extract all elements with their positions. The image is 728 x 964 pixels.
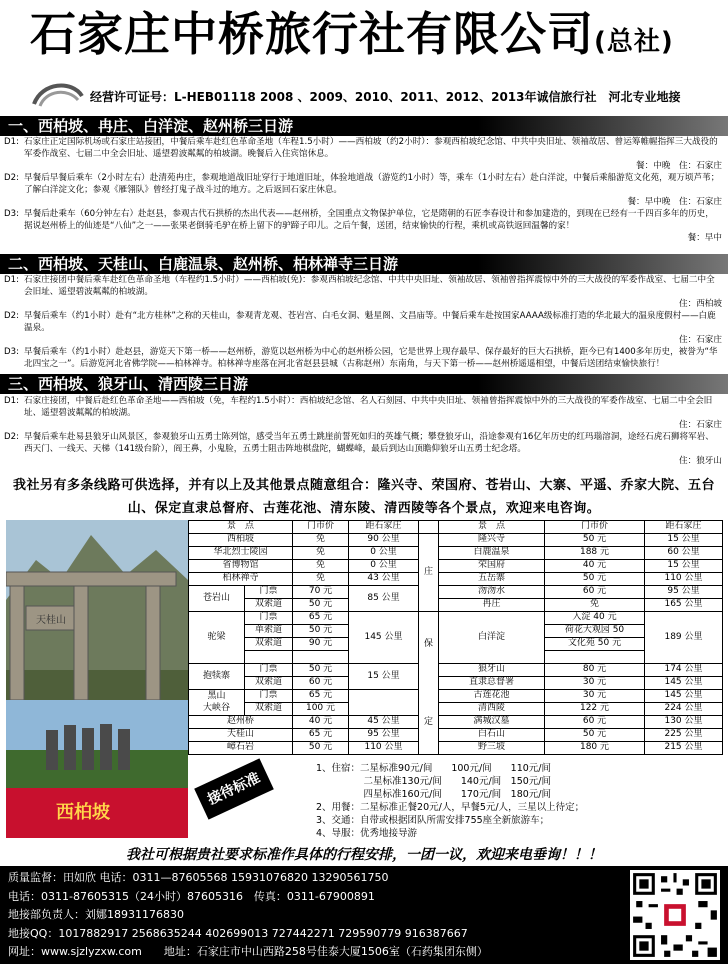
table-row: 双索道 100 元 清西陵 122 元 224 公里	[189, 703, 723, 716]
table-row: 驼梁 门票 65 元 145 公里 保 定 白洋淀 入淀 40 元 189 公里	[189, 612, 723, 625]
table-row: 省博物馆 免 0 公里 荣国府 40 元 15 公里	[189, 560, 723, 573]
scenic-photos	[6, 520, 188, 838]
day-row: D2: 早餐后早餐后乘车（2小时左右）赴清苑冉庄，参观地道战旧址穿行于地道旧址，体验地道战（游览约1小时）等，乘车（1小时左右）赴白洋淀，中餐后乘船游览文化苑，观万顷芦苇；了解白洋淀文化；参观《雁翎队》曾经打鬼子战斗过的地方。之后返回石家庄休息。 餐：早中晚 住：石家庄	[4, 173, 722, 207]
day-row: D1: 石家庄接团，中餐后赴红色革命圣地——西柏坡（免，车程约1.5小时）：西柏坡纪念馆、名人石刻园、中共中央旧址、领袖曾指挥震惊中外的三大战役的军委作战室、七届二中全会旧址、遥望碧波粼粼的柏坡湖。 住：石家庄	[4, 396, 722, 430]
section-1-itinerary	[4, 136, 722, 244]
table-row: 华北烈士陵园 免 0 公里 白鹿温泉 188 元 60 公里	[189, 547, 723, 560]
table-row: 黑山 大峡谷 门票 65 元 古莲花池 30 元 145 公里	[189, 690, 723, 703]
table-row: 双索道 90 元 文化苑 50 元	[189, 638, 723, 651]
company-title: 石家庄中桥旅行社有限公司(总社)	[30, 7, 674, 61]
phone-line: 电话：0311-87605315（24小时）87605316 传真：0311-67900891	[8, 889, 375, 903]
table-row: 双索道 60 元 直隶总督署 30 元 145 公里	[189, 677, 723, 690]
qq-line: 地接QQ：1017882917 2568635244 402699013 727442271 729590779 916387667	[8, 926, 468, 940]
table-row: 苍岩山 门票 70 元 85 公里 沕沕水 60 元 95 公里	[189, 586, 723, 599]
day-row: D1: 石家庄接团中餐后乘车赴红色革命圣地（车程约1.5小时）——西柏坡(免)：参观西柏坡纪念馆、中共中央旧址、领袖故居、领袖曾指挥震惊中外的三大战役的军委作战室、七届二中全会旧址、遥望碧波粼粼的柏坡湖。 住：西柏坡	[4, 275, 722, 309]
day-row: D1: 石家庄正定国际机场或石家庄站接团，中餐后乘车赴红色革命圣地（车程1.5小时）——西柏坡（约2小时）：参观西柏坡纪念馆、中共中央旧址、领袖故居、曾运筹帷幄指挥三大战役的军委作战室、七届二中全会旧址、遥望碧波粼粼的柏坡湖。晚餐后入住宾馆休息。 餐：中晚 住：石家庄	[4, 137, 722, 171]
standard-tag: 接待标准	[194, 758, 274, 819]
section-3-band: 三、西柏坡、狼牙山、清西陵三日游	[0, 374, 728, 394]
svg-text:天桂山: 天桂山	[36, 615, 66, 626]
table-row: 单索道 50 元 荷花大观园 50	[189, 625, 723, 638]
table-row: 柏林禅寺 免 43 公里 五岳寨 50 元 110 公里	[189, 573, 723, 586]
day-row: D3: 早餐后赴乘车（60分钟左右）赴赵县，参观古代石拱桥的杰出代表——赵州桥，全国重点文物保护单位，它是隋朝的石匠李春设计和参加建造的，到现在已经有一千四百多年的历史，据说赵州桥上的仙迹是“八仙”之一——张果老倒骑毛驴在桥上留下的驴蹄子印儿。之后午餐，送团，结束愉快的行程，乘机或高铁返回温馨的家！ 餐：早中	[4, 209, 722, 243]
standard-list: 1、住宿：二星标准90元/间 100元/间 110元/间 二星标准130元/间 140元/间 150元/间 四星标准160元/间 170元/间 180元/间 2、用餐：二星标准正餐20元/人，早餐5元/人，三星以上待定； 3、交通：自带或根据团队所需安排755座全新旅游车； 4、导服：优秀地接导游	[316, 763, 585, 839]
table-row: 西柏坡 免 90 公里 庄 隆兴寺 50 元 15 公里	[189, 534, 723, 547]
route-combination-note: 我社另有多条线路可供选择，并有以上及其他景点随意组合：隆兴寺、荣国府、苍岩山、大寨、平遥、乔家大院、五台山、保定直隶总督府、古莲花池、清东陵、清西陵等各个景点，欢迎来电咨询。	[12, 478, 715, 516]
table-row: 嶂石岩 50 元 110 公里 野三坡 180 元 215 公里	[189, 742, 723, 755]
manager-line: 地接部负责人：刘娜18931176830	[8, 908, 184, 921]
table-header-row: 景 点 门市价 距石家庄 景 点 门市价 距石家庄	[189, 521, 723, 534]
slogan: 我社可根据贵社要求标准作具体的行程安排，一团一议，欢迎来电垂询！！！	[126, 847, 602, 863]
section-3-itinerary	[4, 395, 722, 467]
reception-standard	[188, 760, 722, 838]
table-row: 抱犊寨 门票 50 元 15 公里 狼牙山 80 元 174 公里	[189, 664, 723, 677]
section-2-band: 二、西柏坡、天桂山、白鹿温泉、赵州桥、柏林禅寺三日游	[0, 254, 728, 274]
company-logo-icon	[32, 78, 84, 108]
day-row: D2: 早餐后乘车（约1小时）赴有“北方桂林”之称的天桂山，参观青龙观、苍岩宫、白毛女洞、魁星阁、文昌庙等。中餐后乘车赴按国家AAAA级标准打造的华北最大的温泉度假村——白鹿温泉。 住：石家庄	[4, 311, 722, 345]
svg-text:西柏坡: 西柏坡	[56, 802, 110, 823]
day-row: D3: 早餐后乘车（约1小时）赴赵县，游览天下第一桥——赵州桥，游览以赵州桥为中心的赵州桥公园，它是世界上现存最早、保存最好的巨大石拱桥，距今已有1400多年历史，被誉为“华北四宝之一”。后游览河北省佛学院——柏林禅寺。柏林禅寺座落在河北省赵县县城（古称赵州）东南角，与天下第一桥——赵州桥遥遥相望，中餐后送团结束愉快旅行！	[4, 347, 718, 369]
table-row: 天桂山 65 元 95 公里 白石山 50 元 225 公里	[189, 729, 723, 742]
qr-code-icon	[630, 870, 720, 960]
license-line: 经营许可证号：L-HEB01118 2008 、2009、2010、2011、2012、2013年诚信旅行社 河北专业地接	[90, 90, 681, 104]
quality-line: 质量监督：田如欣 电话：0311—87605568 15931076820 13290561750	[8, 871, 389, 884]
day-row: D2: 早餐后乘车赴易县狼牙山风景区，参观狼牙山五勇士陈列馆，感受当年五勇士跳崖前誓死如归的英雄气概；攀登狼牙山，沿途参观有16亿年历史的红玛瑙溶洞，途经石虎石狮将军岩、西天门、一线天、天梯（141级台阶），阎王鼻，小鬼脸，五勇士阻击阵地棋盘陀，蝴蝶峰，最后到达山顶瞻仰狼牙山五勇士纪念塔。 住：狼牙山	[4, 432, 722, 466]
section-2-itinerary	[4, 274, 722, 370]
section-1-band: 一、西柏坡、冉庄、白洋淀、赵州桥三日游	[0, 116, 728, 136]
table-row: 双索道 50 元 冉庄 免 165 公里	[189, 599, 723, 612]
website-line: 网址：www.sjzlyzxw.com 地址：石家庄市中山西路258号佳泰大厦1506室（石药集团东侧）	[8, 945, 488, 958]
price-table	[188, 520, 723, 755]
photo-collage-icon	[6, 520, 188, 838]
table-row: 赵州桥 40 元 45 公里 满城汉墓 60 元 130 公里	[189, 716, 723, 729]
footer-contact	[0, 866, 728, 964]
header	[0, 0, 728, 116]
